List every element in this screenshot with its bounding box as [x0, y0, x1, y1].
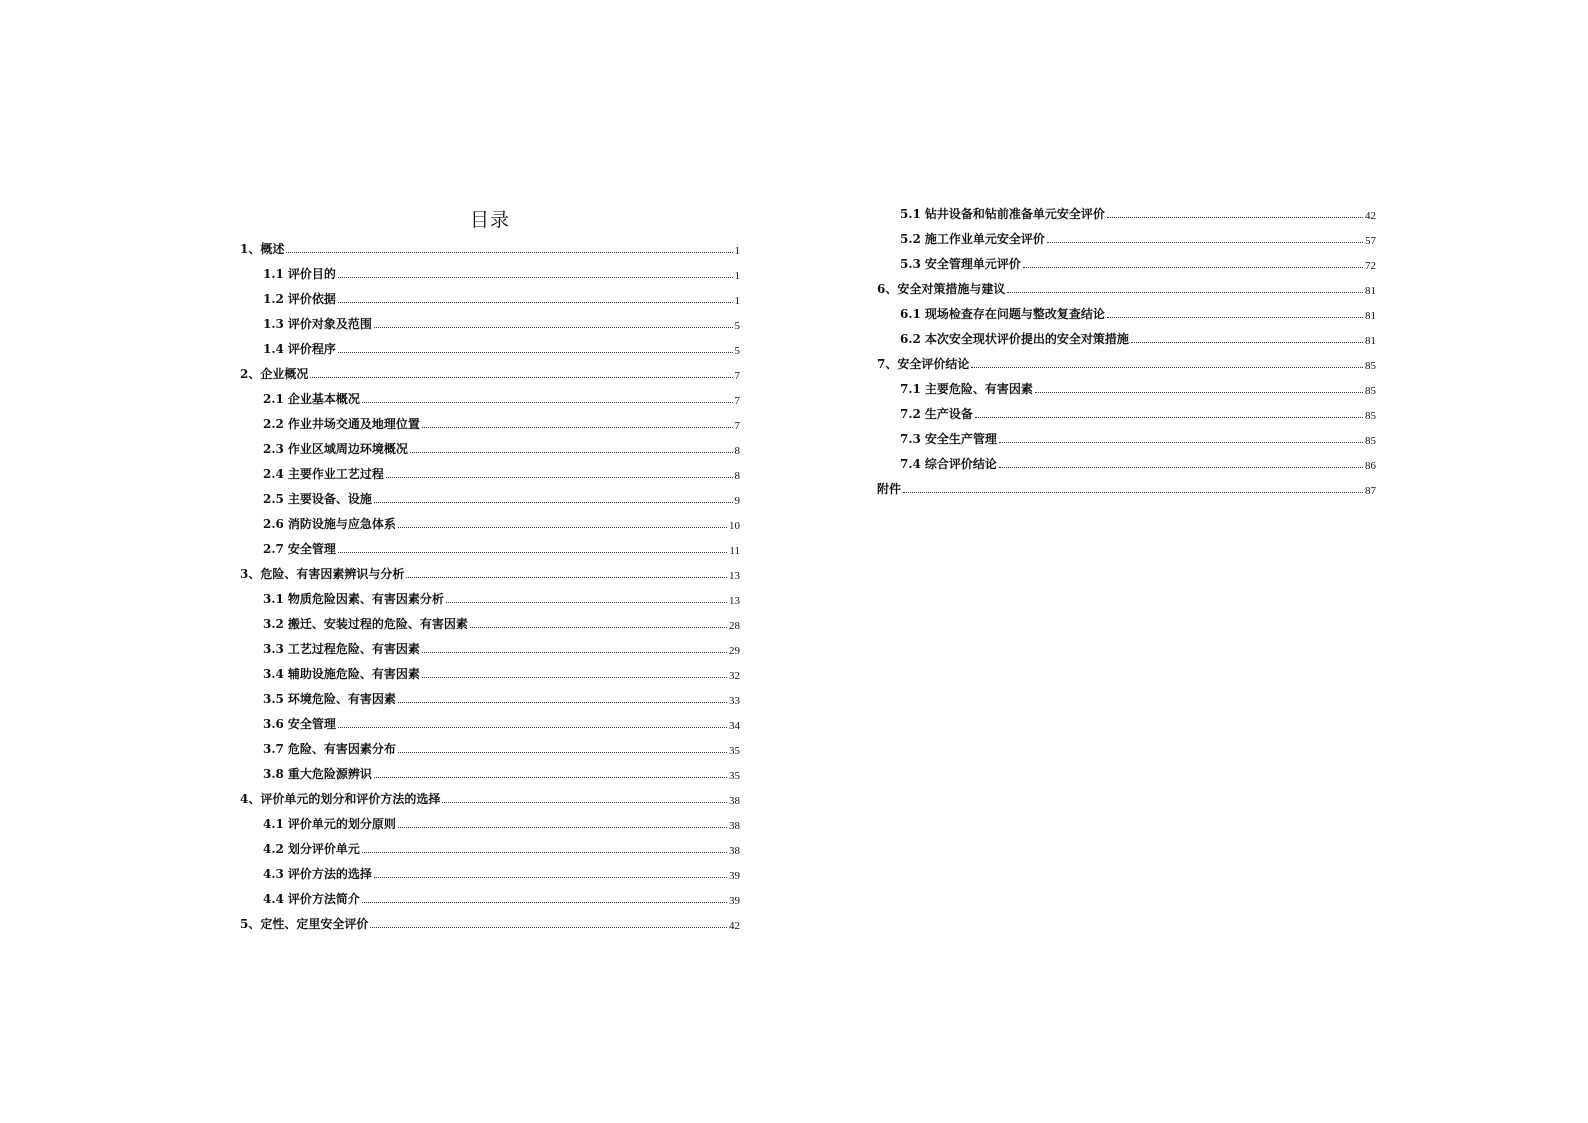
- toc-right-column: [877, 199, 1376, 499]
- toc-entry-title: [263, 865, 372, 884]
- toc-entry[interactable]: [877, 199, 1376, 224]
- toc-entry-label: 评价单元的划分原则: [287, 817, 396, 831]
- toc-page-number: 85: [1365, 385, 1376, 397]
- toc-page-number: 35: [729, 745, 740, 757]
- toc-entry[interactable]: [240, 559, 740, 584]
- toc-page-number: 11: [729, 545, 740, 557]
- toc-entry-number: 4.4: [263, 892, 284, 906]
- toc-dot-leader: [903, 492, 1363, 493]
- toc-page-number: 39: [729, 895, 740, 907]
- toc-entry[interactable]: [240, 259, 740, 284]
- toc-entry-label: 本次安全现状评价提出的安全对策措施: [924, 332, 1129, 346]
- toc-entry-label: 消防设施与应急体系: [287, 517, 396, 531]
- toc-dot-leader: [386, 477, 733, 478]
- toc-entry-title: [240, 565, 404, 584]
- toc-entry-title: [263, 340, 336, 359]
- toc-entry[interactable]: [240, 759, 740, 784]
- toc-page-number: 8: [734, 470, 740, 482]
- toc-entry-title: [263, 265, 336, 284]
- toc-entry-label: 企业概况: [260, 367, 309, 381]
- toc-page-number: 10: [729, 520, 740, 532]
- toc-entry[interactable]: [240, 584, 740, 609]
- toc-entry-number: 4.2: [263, 842, 284, 856]
- toc-entry[interactable]: [240, 409, 740, 434]
- toc-dot-leader: [338, 352, 733, 353]
- toc-page-number: 38: [729, 845, 740, 857]
- toc-dot-leader: [362, 902, 727, 903]
- toc-page-number: 81: [1365, 310, 1376, 322]
- toc-page-number: 33: [729, 695, 740, 707]
- toc-dot-leader: [470, 627, 727, 628]
- toc-entry[interactable]: [240, 359, 740, 384]
- toc-entry-title: [263, 640, 420, 659]
- toc-entry-number: 3.6: [263, 717, 284, 731]
- toc-dot-leader: [971, 367, 1363, 368]
- toc-entry[interactable]: [240, 434, 740, 459]
- toc-dot-leader: [286, 252, 732, 253]
- toc-page-number: 87: [1365, 485, 1376, 497]
- toc-entry-title: [900, 380, 1033, 399]
- toc-title: 目录: [469, 209, 510, 231]
- toc-entry-number: 7.1: [900, 382, 921, 396]
- toc-page-number: 85: [1365, 435, 1376, 447]
- toc-page-number: 13: [729, 595, 740, 607]
- toc-dot-leader: [406, 577, 727, 578]
- toc-page-number: 39: [729, 870, 740, 882]
- toc-entry-label: 搬迁、安装过程的危险、有害因素: [287, 617, 468, 631]
- toc-dot-leader: [370, 927, 727, 928]
- toc-list-left: [240, 234, 740, 934]
- toc-page-number: 85: [1365, 360, 1376, 372]
- toc-entry-label: 环境危险、有害因素: [287, 692, 396, 706]
- toc-dot-leader: [338, 277, 733, 278]
- toc-entry-title: [240, 790, 440, 809]
- toc-entry-label: 现场检查存在问题与整改复查结论: [924, 307, 1105, 321]
- toc-dot-leader: [446, 602, 727, 603]
- toc-entry-label: 钻井设备和钻前准备单元安全评价: [924, 207, 1105, 221]
- toc-dot-leader: [398, 752, 727, 753]
- toc-entry[interactable]: [877, 324, 1376, 349]
- toc-entry-title: [877, 280, 1005, 299]
- toc-entry-title: [263, 840, 360, 859]
- toc-page-number: 81: [1365, 335, 1376, 347]
- toc-dot-leader: [422, 677, 727, 678]
- toc-dot-leader: [374, 327, 733, 328]
- toc-entry[interactable]: [240, 834, 740, 859]
- toc-entry-number: 7.3: [900, 432, 921, 446]
- toc-entry-title: [263, 765, 372, 784]
- toc-page-number: 1: [734, 295, 740, 307]
- toc-entry-number: 2.2: [263, 417, 284, 431]
- toc-entry-label: 评价目的: [287, 267, 336, 281]
- toc-dot-leader: [410, 452, 733, 453]
- toc-page-number: 38: [729, 820, 740, 832]
- toc-entry-label: 工艺过程危险、有害因素: [287, 642, 420, 656]
- toc-entry-title: [900, 430, 997, 449]
- toc-entry-number: 2.5: [263, 492, 284, 506]
- toc-entry-title: [240, 365, 308, 384]
- toc-entry-number: 3、: [240, 567, 261, 581]
- toc-entry-title: [263, 590, 444, 609]
- toc-entry-label: 主要作业工艺过程: [287, 467, 384, 481]
- toc-entry-number: 1.2: [263, 292, 284, 306]
- toc-dot-leader: [1107, 217, 1363, 218]
- toc-entry-title: [263, 540, 336, 559]
- toc-page-number: 7: [734, 420, 740, 432]
- toc-entry-number: 3.3: [263, 642, 284, 656]
- toc-entry-number: 5、: [240, 917, 261, 931]
- toc-page-number: 5: [734, 320, 740, 332]
- toc-entry-label: 评价依据: [287, 292, 336, 306]
- toc-page-number: 34: [729, 720, 740, 732]
- toc-entry-title: [900, 255, 1021, 274]
- toc-entry[interactable]: [240, 284, 740, 309]
- toc-entry-number: 7.4: [900, 457, 921, 471]
- toc-entry[interactable]: [240, 809, 740, 834]
- toc-entry-number: 2、: [240, 367, 261, 381]
- toc-entry-label: 安全管理单元评价: [924, 257, 1021, 271]
- toc-page-number: 32: [729, 670, 740, 682]
- toc-entry[interactable]: [877, 224, 1376, 249]
- toc-entry-label: 危险、有害因素辨识与分析: [260, 567, 405, 581]
- toc-entry-number: 5.1: [900, 207, 921, 221]
- toc-entry-title: [263, 890, 360, 909]
- toc-dot-leader: [1023, 267, 1363, 268]
- toc-page-number: 42: [1365, 210, 1376, 222]
- toc-entry-label: 生产设备: [924, 407, 973, 421]
- toc-dot-leader: [338, 552, 728, 553]
- toc-entry[interactable]: [877, 424, 1376, 449]
- toc-entry-title: [877, 355, 969, 374]
- toc-entry-label: 定性、定里安全评价: [260, 917, 369, 931]
- toc-entry-label: 划分评价单元: [287, 842, 360, 856]
- toc-entry[interactable]: [240, 509, 740, 534]
- toc-entry-number: 1.4: [263, 342, 284, 356]
- toc-dot-leader: [1131, 342, 1363, 343]
- toc-entry-number: 3.7: [263, 742, 284, 756]
- toc-page-number: 72: [1365, 260, 1376, 272]
- toc-dot-leader: [374, 877, 727, 878]
- toc-entry-number: 2.4: [263, 467, 284, 481]
- toc-entry[interactable]: [877, 374, 1376, 399]
- toc-entry-title: [263, 415, 420, 434]
- toc-dot-leader: [975, 417, 1363, 418]
- toc-entry[interactable]: [877, 399, 1376, 424]
- toc-entry[interactable]: [240, 709, 740, 734]
- toc-page-number: 7: [734, 370, 740, 382]
- toc-entry-label: 安全对策措施与建议: [897, 282, 1006, 296]
- toc-entry-title: [900, 230, 1045, 249]
- toc-entry-label: 物质危险因素、有害因素分析: [287, 592, 444, 606]
- toc-entry-title: [900, 405, 973, 424]
- toc-entry[interactable]: [877, 474, 1376, 499]
- toc-dot-leader: [1107, 317, 1363, 318]
- toc-entry-title: [263, 690, 396, 709]
- toc-entry-number: 1、: [240, 242, 261, 256]
- toc-entry[interactable]: [240, 909, 740, 934]
- toc-entry-label: 综合评价结论: [924, 457, 997, 471]
- toc-entry[interactable]: [240, 484, 740, 509]
- toc-entry-number: 5.3: [900, 257, 921, 271]
- toc-entry[interactable]: [240, 334, 740, 359]
- toc-entry-title: [240, 240, 284, 259]
- toc-dot-leader: [398, 702, 727, 703]
- toc-dot-leader: [338, 302, 733, 303]
- toc-entry-number: 7.2: [900, 407, 921, 421]
- toc-entry-number: 1.3: [263, 317, 284, 331]
- toc-page-number: 13: [729, 570, 740, 582]
- toc-dot-leader: [1007, 292, 1363, 293]
- toc-entry-title: [900, 455, 997, 474]
- toc-entry-title: [263, 465, 384, 484]
- toc-dot-leader: [398, 527, 727, 528]
- toc-entry-number: 6、: [877, 282, 898, 296]
- toc-page-number: 35: [729, 770, 740, 782]
- toc-entry-number: 3.8: [263, 767, 284, 781]
- toc-entry[interactable]: [877, 349, 1376, 374]
- toc-entry-title: [900, 205, 1105, 224]
- toc-entry-title: [240, 915, 368, 934]
- toc-entry-number: 2.7: [263, 542, 284, 556]
- toc-entry[interactable]: [877, 249, 1376, 274]
- toc-entry[interactable]: [240, 859, 740, 884]
- toc-dot-leader: [374, 777, 727, 778]
- toc-entry-title: [263, 740, 396, 759]
- toc-dot-leader: [1035, 392, 1363, 393]
- toc-page-number: 1: [734, 245, 740, 257]
- toc-entry-number: 7、: [877, 357, 898, 371]
- toc-list-right: [877, 199, 1376, 499]
- toc-entry-number: 2.3: [263, 442, 284, 456]
- toc-dot-leader: [362, 852, 727, 853]
- toc-entry[interactable]: [240, 459, 740, 484]
- toc-entry-label: 评价方法的选择: [287, 867, 372, 881]
- toc-entry-title: [877, 480, 901, 499]
- toc-entry-label: 评价程序: [287, 342, 336, 356]
- toc-dot-leader: [362, 402, 733, 403]
- toc-entry-label: 重大危险源辨识: [287, 767, 372, 781]
- toc-page-number: 5: [734, 345, 740, 357]
- toc-entry-title: [263, 665, 420, 684]
- toc-entry[interactable]: [877, 449, 1376, 474]
- toc-entry-number: 3.2: [263, 617, 284, 631]
- toc-entry-title: [263, 390, 360, 409]
- toc-entry-number: 2.6: [263, 517, 284, 531]
- toc-entry[interactable]: [240, 609, 740, 634]
- toc-dot-leader: [442, 802, 727, 803]
- toc-entry-label: 安全评价结论: [897, 357, 970, 371]
- toc-dot-leader: [310, 377, 732, 378]
- toc-entry[interactable]: [240, 634, 740, 659]
- toc-entry-label: 企业基本概况: [287, 392, 360, 406]
- toc-entry-title: [263, 715, 336, 734]
- toc-entry[interactable]: [240, 784, 740, 809]
- toc-entry-number: 6.2: [900, 332, 921, 346]
- toc-entry-number: 3.5: [263, 692, 284, 706]
- toc-entry-label: 安全管理: [287, 542, 336, 556]
- toc-entry[interactable]: [240, 309, 740, 334]
- toc-page-number: 57: [1365, 235, 1376, 247]
- toc-entry-label: 附件: [877, 482, 902, 496]
- toc-entry-title: [263, 315, 372, 334]
- toc-entry-label: 安全生产管理: [924, 432, 997, 446]
- toc-entry-label: 评价方法简介: [287, 892, 360, 906]
- toc-dot-leader: [338, 727, 727, 728]
- toc-entry-label: 作业区域周边环境概况: [287, 442, 408, 456]
- toc-entry-number: 1.1: [263, 267, 284, 281]
- toc-entry[interactable]: [240, 884, 740, 909]
- toc-entry-title: [263, 290, 336, 309]
- toc-entry-number: 2.1: [263, 392, 284, 406]
- toc-entry-label: 辅助设施危险、有害因素: [287, 667, 420, 681]
- toc-entry-label: 评价对象及范围: [287, 317, 372, 331]
- toc-entry-title: [263, 815, 396, 834]
- toc-entry-label: 主要危险、有害因素: [924, 382, 1033, 396]
- toc-entry[interactable]: [240, 659, 740, 684]
- toc-page-number: 86: [1365, 460, 1376, 472]
- toc-page-number: 29: [729, 645, 740, 657]
- toc-entry[interactable]: [240, 384, 740, 409]
- toc-entry-number: 4.1: [263, 817, 284, 831]
- toc-dot-leader: [374, 502, 733, 503]
- toc-entry-label: 施工作业单元安全评价: [924, 232, 1045, 246]
- toc-entry-label: 危险、有害因素分布: [287, 742, 396, 756]
- toc-entry[interactable]: [240, 734, 740, 759]
- toc-entry-number: 5.2: [900, 232, 921, 246]
- toc-entry-label: 概述: [260, 242, 285, 256]
- toc-entry-number: 3.1: [263, 592, 284, 606]
- toc-page-number: 1: [734, 270, 740, 282]
- toc-entry[interactable]: [240, 234, 740, 259]
- toc-page-number: 8: [734, 445, 740, 457]
- toc-page-number: 42: [729, 920, 740, 932]
- toc-page-number: 7: [734, 395, 740, 407]
- toc-entry-title: [263, 615, 468, 634]
- toc-entry-title: [263, 490, 372, 509]
- toc-entry[interactable]: [240, 684, 740, 709]
- toc-left-column: [240, 208, 740, 934]
- toc-dot-leader: [999, 442, 1363, 443]
- toc-page-number: 28: [729, 620, 740, 632]
- toc-entry[interactable]: [240, 534, 740, 559]
- toc-entry-number: 4.3: [263, 867, 284, 881]
- toc-dot-leader: [422, 427, 733, 428]
- toc-entry-number: 4、: [240, 792, 261, 806]
- toc-entry-number: 3.4: [263, 667, 284, 681]
- toc-entry[interactable]: [877, 274, 1376, 299]
- toc-entry-label: 评价单元的划分和评价方法的选择: [260, 792, 441, 806]
- toc-entry-label: 作业井场交通及地理位置: [287, 417, 420, 431]
- toc-entry-title: [263, 440, 408, 459]
- toc-entry-label: 安全管理: [287, 717, 336, 731]
- toc-dot-leader: [999, 467, 1363, 468]
- toc-page-number: 38: [729, 795, 740, 807]
- toc-entry-title: [900, 330, 1129, 349]
- toc-entry[interactable]: [877, 299, 1376, 324]
- toc-entry-title: [263, 515, 396, 534]
- toc-dot-leader: [422, 652, 727, 653]
- toc-entry-label: 主要设备、设施: [287, 492, 372, 506]
- toc-page-number: 9: [734, 495, 740, 507]
- toc-entry-number: 6.1: [900, 307, 921, 321]
- toc-dot-leader: [398, 827, 727, 828]
- toc-dot-leader: [1047, 242, 1363, 243]
- toc-page-number: 81: [1365, 285, 1376, 297]
- toc-entry-title: [900, 305, 1105, 324]
- toc-page-number: 85: [1365, 410, 1376, 422]
